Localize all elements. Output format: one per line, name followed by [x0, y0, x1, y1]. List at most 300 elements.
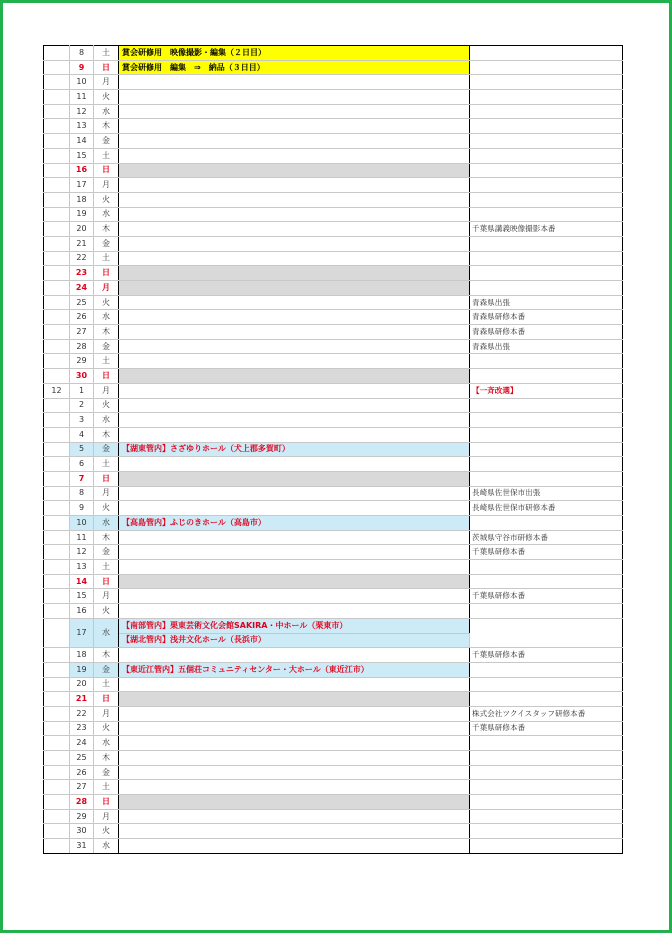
schedule-row — [44, 339, 623, 354]
schedule-row — [44, 736, 623, 751]
event-cell — [119, 824, 470, 839]
note-cell — [470, 60, 623, 75]
schedule-row — [44, 413, 623, 428]
day-cell: 29 — [70, 809, 94, 824]
note-cell — [470, 618, 623, 647]
month-cell — [44, 545, 70, 560]
day-cell: 8 — [70, 486, 94, 501]
month-cell — [44, 795, 70, 810]
weekday-cell: 月 — [94, 706, 119, 721]
weekday-cell: 火 — [94, 501, 119, 516]
schedule-row — [44, 706, 623, 721]
weekday-cell: 土 — [94, 251, 119, 266]
day-cell: 15 — [70, 589, 94, 604]
event-cell — [119, 839, 470, 854]
weekday-cell: 火 — [94, 824, 119, 839]
weekday-cell: 土 — [94, 148, 119, 163]
weekday-cell: 日 — [94, 795, 119, 810]
event-cell — [119, 736, 470, 751]
month-cell — [44, 163, 70, 178]
schedule-row — [44, 46, 623, 61]
note-cell — [470, 662, 623, 677]
weekday-cell: 日 — [94, 60, 119, 75]
event-cell — [119, 104, 470, 119]
month-cell — [44, 662, 70, 677]
event-cell — [119, 677, 470, 692]
event-cell — [119, 545, 470, 560]
weekday-cell: 土 — [94, 780, 119, 795]
note-cell — [470, 736, 623, 751]
month-cell — [44, 442, 70, 457]
note-cell — [470, 824, 623, 839]
day-cell: 16 — [70, 604, 94, 619]
weekday-cell: 金 — [94, 134, 119, 149]
day-cell: 12 — [70, 104, 94, 119]
month-cell — [44, 824, 70, 839]
weekday-cell: 木 — [94, 427, 119, 442]
day-cell: 24 — [70, 736, 94, 751]
schedule-row — [44, 589, 623, 604]
event-cell — [119, 589, 470, 604]
schedule-row — [44, 530, 623, 545]
event-cell: 【高島管内】ふじのきホール（高島市） — [119, 516, 470, 531]
event-cell — [119, 325, 470, 340]
month-cell — [44, 751, 70, 766]
day-cell: 31 — [70, 839, 94, 854]
schedule-row — [44, 148, 623, 163]
event-cell — [119, 222, 470, 237]
month-cell — [44, 339, 70, 354]
schedule-row — [44, 795, 623, 810]
schedule-row — [44, 163, 623, 178]
month-cell — [44, 295, 70, 310]
weekday-cell: 火 — [94, 192, 119, 207]
weekday-cell: 金 — [94, 442, 119, 457]
schedule-row — [44, 236, 623, 251]
note-cell — [470, 780, 623, 795]
event-cell — [119, 501, 470, 516]
weekday-cell: 火 — [94, 398, 119, 413]
month-cell — [44, 604, 70, 619]
note-cell — [470, 839, 623, 854]
event-cell — [119, 530, 470, 545]
schedule-row — [44, 398, 623, 413]
month-cell — [44, 471, 70, 486]
weekday-cell: 月 — [94, 178, 119, 193]
day-cell: 11 — [70, 90, 94, 105]
day-cell: 28 — [70, 795, 94, 810]
event-cell — [119, 251, 470, 266]
note-cell — [470, 560, 623, 575]
month-cell — [44, 457, 70, 472]
month-cell — [44, 251, 70, 266]
day-cell: 30 — [70, 824, 94, 839]
schedule-row — [44, 471, 623, 486]
schedule-row — [44, 692, 623, 707]
day-cell: 10 — [70, 516, 94, 531]
month-cell — [44, 413, 70, 428]
weekday-cell: 月 — [94, 589, 119, 604]
note-cell — [470, 148, 623, 163]
schedule-row — [44, 222, 623, 237]
weekday-cell: 月 — [94, 486, 119, 501]
month-cell — [44, 222, 70, 237]
schedule-row — [44, 662, 623, 677]
month-cell — [44, 692, 70, 707]
schedule-row — [44, 427, 623, 442]
event-cell — [119, 413, 470, 428]
event-cell — [119, 560, 470, 575]
month-cell — [44, 501, 70, 516]
weekday-cell: 水 — [94, 516, 119, 531]
day-cell: 9 — [70, 501, 94, 516]
schedule-row — [44, 574, 623, 589]
month-cell — [44, 427, 70, 442]
event-cell — [119, 90, 470, 105]
schedule-row — [44, 648, 623, 663]
weekday-cell: 火 — [94, 295, 119, 310]
day-cell: 18 — [70, 648, 94, 663]
note-cell — [470, 751, 623, 766]
weekday-cell: 土 — [94, 560, 119, 575]
month-cell — [44, 207, 70, 222]
schedule-row — [44, 192, 623, 207]
weekday-cell: 水 — [94, 104, 119, 119]
note-cell — [470, 178, 623, 193]
note-cell — [470, 809, 623, 824]
note-cell — [470, 574, 623, 589]
note-cell — [470, 471, 623, 486]
event-cell — [119, 339, 470, 354]
weekday-cell: 木 — [94, 530, 119, 545]
month-cell — [44, 530, 70, 545]
event-cell — [119, 427, 470, 442]
note-cell — [470, 192, 623, 207]
day-cell: 20 — [70, 677, 94, 692]
event-cell — [119, 281, 470, 296]
schedule-row — [44, 369, 623, 384]
schedule-row — [44, 251, 623, 266]
event-cell: 【東近江管内】五個荘コミュニティセンター・大ホール（東近江市） — [119, 662, 470, 677]
event-cell — [119, 354, 470, 369]
note-cell — [470, 369, 623, 384]
note-cell: 長崎県佐世保市出張 — [470, 486, 623, 501]
event-cell — [119, 207, 470, 222]
note-cell — [470, 427, 623, 442]
schedule-row — [44, 604, 623, 619]
weekday-cell: 金 — [94, 545, 119, 560]
day-cell: 14 — [70, 574, 94, 589]
month-cell — [44, 809, 70, 824]
day-cell: 17 — [70, 178, 94, 193]
weekday-cell: 日 — [94, 692, 119, 707]
event-cell: 【湖北管内】浅井文化ホール（長浜市） — [119, 633, 470, 648]
note-cell — [470, 516, 623, 531]
event-cell — [119, 310, 470, 325]
event-cell — [119, 471, 470, 486]
note-cell — [470, 251, 623, 266]
schedule-row — [44, 60, 623, 75]
day-cell: 11 — [70, 530, 94, 545]
day-cell: 3 — [70, 413, 94, 428]
month-cell — [44, 765, 70, 780]
schedule-row — [44, 560, 623, 575]
schedule-row — [44, 281, 623, 296]
weekday-cell: 水 — [94, 207, 119, 222]
month-cell — [44, 648, 70, 663]
weekday-cell: 日 — [94, 369, 119, 384]
event-cell: 賞会研修用 編集 ⇒ 納品（３日目） — [119, 60, 470, 75]
day-cell: 6 — [70, 457, 94, 472]
day-cell: 22 — [70, 706, 94, 721]
schedule-row — [44, 266, 623, 281]
month-cell: 12 — [44, 383, 70, 398]
schedule-row — [44, 545, 623, 560]
weekday-cell: 火 — [94, 90, 119, 105]
month-cell — [44, 90, 70, 105]
event-cell — [119, 648, 470, 663]
event-cell — [119, 163, 470, 178]
day-cell: 27 — [70, 780, 94, 795]
day-cell: 9 — [70, 60, 94, 75]
month-cell — [44, 236, 70, 251]
schedule-row — [44, 75, 623, 90]
day-cell: 13 — [70, 560, 94, 575]
weekday-cell: 水 — [94, 618, 119, 647]
month-cell — [44, 134, 70, 149]
note-cell — [470, 692, 623, 707]
note-cell — [470, 134, 623, 149]
month-cell — [44, 706, 70, 721]
day-cell: 13 — [70, 119, 94, 134]
weekday-cell: 木 — [94, 751, 119, 766]
event-cell — [119, 574, 470, 589]
weekday-cell: 木 — [94, 119, 119, 134]
day-cell: 12 — [70, 545, 94, 560]
day-cell: 21 — [70, 236, 94, 251]
day-cell: 1 — [70, 383, 94, 398]
month-cell — [44, 369, 70, 384]
note-cell: 青森県出張 — [470, 295, 623, 310]
day-cell: 4 — [70, 427, 94, 442]
weekday-cell: 日 — [94, 266, 119, 281]
month-cell — [44, 677, 70, 692]
day-cell: 22 — [70, 251, 94, 266]
month-cell — [44, 780, 70, 795]
month-cell — [44, 486, 70, 501]
note-cell: 【一斉改選】 — [470, 383, 623, 398]
day-cell: 19 — [70, 207, 94, 222]
note-cell — [470, 163, 623, 178]
weekday-cell: 金 — [94, 236, 119, 251]
note-cell — [470, 442, 623, 457]
day-cell: 17 — [70, 618, 94, 647]
note-cell: 千葉県研修本番 — [470, 721, 623, 736]
schedule-row — [44, 354, 623, 369]
day-cell: 29 — [70, 354, 94, 369]
weekday-cell: 木 — [94, 222, 119, 237]
note-cell — [470, 677, 623, 692]
schedule-row — [44, 90, 623, 105]
note-cell — [470, 457, 623, 472]
schedule-row — [44, 119, 623, 134]
day-cell: 26 — [70, 310, 94, 325]
day-cell: 24 — [70, 281, 94, 296]
month-cell — [44, 75, 70, 90]
month-cell — [44, 192, 70, 207]
weekday-cell: 月 — [94, 75, 119, 90]
note-cell: 千葉県講義映像撮影本番 — [470, 222, 623, 237]
month-cell — [44, 736, 70, 751]
month-cell — [44, 46, 70, 61]
schedule-table — [43, 45, 623, 854]
schedule-row — [44, 207, 623, 222]
weekday-cell: 水 — [94, 736, 119, 751]
schedule-row — [44, 442, 623, 457]
day-cell: 5 — [70, 442, 94, 457]
day-cell: 28 — [70, 339, 94, 354]
note-cell: 青森県出張 — [470, 339, 623, 354]
schedule-row — [44, 486, 623, 501]
note-cell — [470, 119, 623, 134]
weekday-cell: 土 — [94, 457, 119, 472]
note-cell: 青森県研修本番 — [470, 310, 623, 325]
weekday-cell: 水 — [94, 413, 119, 428]
month-cell — [44, 281, 70, 296]
event-cell — [119, 369, 470, 384]
weekday-cell: 土 — [94, 354, 119, 369]
note-cell — [470, 46, 623, 61]
month-cell — [44, 516, 70, 531]
schedule-row — [44, 751, 623, 766]
day-cell: 14 — [70, 134, 94, 149]
note-cell — [470, 604, 623, 619]
event-cell — [119, 75, 470, 90]
schedule-row — [44, 325, 623, 340]
schedule-row — [44, 839, 623, 854]
schedule-row — [44, 501, 623, 516]
day-cell: 10 — [70, 75, 94, 90]
note-cell — [470, 765, 623, 780]
weekday-cell: 土 — [94, 677, 119, 692]
month-cell — [44, 589, 70, 604]
note-cell — [470, 266, 623, 281]
schedule-row — [44, 383, 623, 398]
event-cell — [119, 795, 470, 810]
weekday-cell: 火 — [94, 721, 119, 736]
month-cell — [44, 60, 70, 75]
schedule-row — [44, 721, 623, 736]
event-cell — [119, 236, 470, 251]
day-cell: 8 — [70, 46, 94, 61]
note-cell — [470, 281, 623, 296]
weekday-cell: 木 — [94, 325, 119, 340]
event-cell — [119, 148, 470, 163]
day-cell: 21 — [70, 692, 94, 707]
month-cell — [44, 310, 70, 325]
event-cell — [119, 604, 470, 619]
event-cell — [119, 721, 470, 736]
note-cell — [470, 354, 623, 369]
month-cell — [44, 560, 70, 575]
event-cell — [119, 119, 470, 134]
schedule-table-body — [44, 46, 623, 854]
day-cell: 20 — [70, 222, 94, 237]
event-cell — [119, 266, 470, 281]
note-cell: 茨城県守谷市研修本番 — [470, 530, 623, 545]
day-cell: 25 — [70, 751, 94, 766]
event-cell — [119, 383, 470, 398]
event-cell — [119, 486, 470, 501]
note-cell: 株式会社ツクイスタッフ研修本番 — [470, 706, 623, 721]
note-cell — [470, 90, 623, 105]
schedule-row — [44, 618, 623, 633]
day-cell: 23 — [70, 721, 94, 736]
event-cell — [119, 398, 470, 413]
schedule-row — [44, 516, 623, 531]
day-cell: 18 — [70, 192, 94, 207]
month-cell — [44, 618, 70, 647]
event-cell: 賞会研修用 映像撮影・編集（２日目） — [119, 46, 470, 61]
schedule-row — [44, 809, 623, 824]
schedule-row — [44, 824, 623, 839]
weekday-cell: 土 — [94, 46, 119, 61]
schedule-row — [44, 134, 623, 149]
event-cell — [119, 692, 470, 707]
event-cell — [119, 134, 470, 149]
weekday-cell: 木 — [94, 648, 119, 663]
month-cell — [44, 266, 70, 281]
month-cell — [44, 104, 70, 119]
day-cell: 15 — [70, 148, 94, 163]
day-cell: 23 — [70, 266, 94, 281]
day-cell: 26 — [70, 765, 94, 780]
note-cell: 青森県研修本番 — [470, 325, 623, 340]
note-cell — [470, 398, 623, 413]
month-cell — [44, 178, 70, 193]
month-cell — [44, 574, 70, 589]
note-cell — [470, 207, 623, 222]
day-cell: 30 — [70, 369, 94, 384]
schedule-row — [44, 677, 623, 692]
schedule-row — [44, 178, 623, 193]
schedule-row — [44, 295, 623, 310]
weekday-cell: 水 — [94, 839, 119, 854]
weekday-cell: 火 — [94, 604, 119, 619]
event-cell — [119, 192, 470, 207]
month-cell — [44, 839, 70, 854]
note-cell: 千葉県研修本番 — [470, 589, 623, 604]
day-cell: 27 — [70, 325, 94, 340]
note-cell: 長崎県佐世保市研修本番 — [470, 501, 623, 516]
weekday-cell: 月 — [94, 281, 119, 296]
event-cell — [119, 706, 470, 721]
month-cell — [44, 148, 70, 163]
weekday-cell: 日 — [94, 471, 119, 486]
schedule-row — [44, 765, 623, 780]
weekday-cell: 金 — [94, 765, 119, 780]
month-cell — [44, 325, 70, 340]
weekday-cell: 金 — [94, 339, 119, 354]
note-cell — [470, 795, 623, 810]
event-cell: 【南部管内】栗東芸術文化会館SAKIRA・中ホール（栗東市） — [119, 618, 470, 633]
schedule-row — [44, 104, 623, 119]
schedule-row — [44, 310, 623, 325]
schedule-row — [44, 457, 623, 472]
note-cell — [470, 104, 623, 119]
weekday-cell: 日 — [94, 163, 119, 178]
month-cell — [44, 119, 70, 134]
